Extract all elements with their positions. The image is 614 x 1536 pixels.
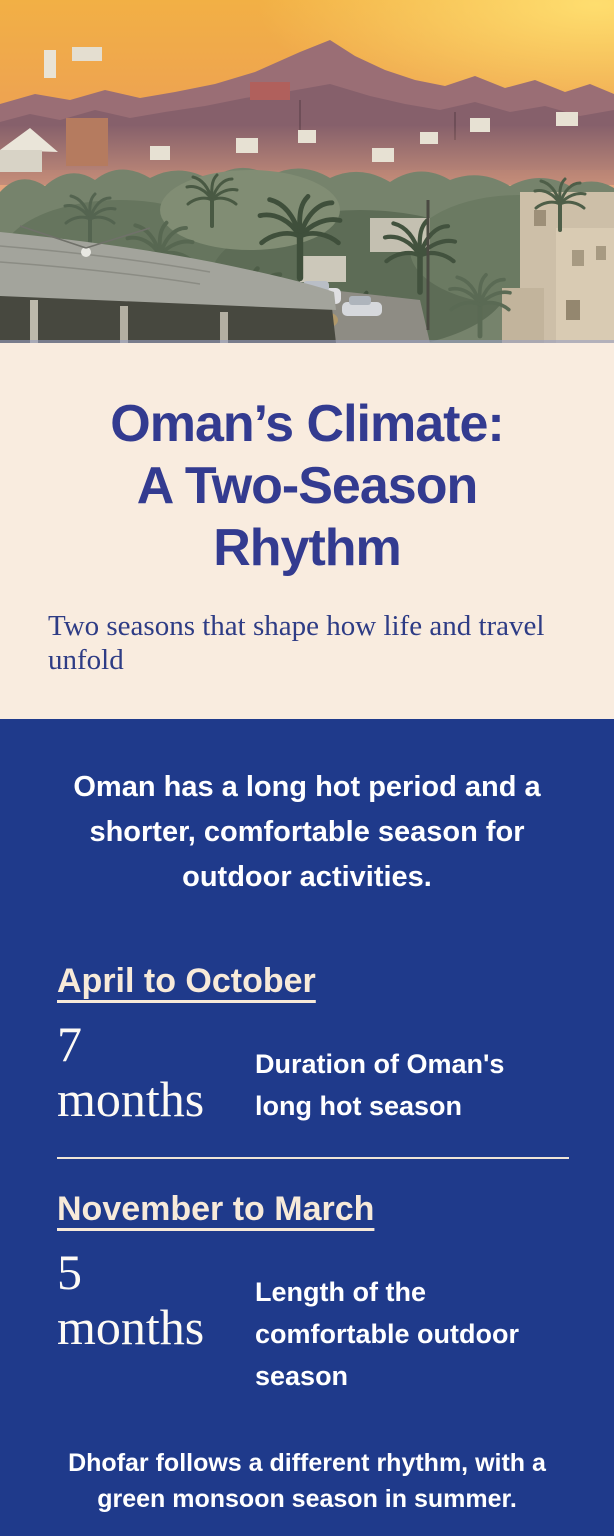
hero-photo [0,0,614,343]
stat-row-hot-season [57,1017,614,1127]
title-line-1: Oman’s Climate: [110,395,504,453]
page-title [0,393,614,579]
stat-description-comfortable-season: Length of the comfortable outdoor season [255,1277,519,1391]
page-subtitle: Two seasons that shape how life and travel unfold [48,610,545,676]
season-heading-april-october: April to October [57,962,316,1000]
intro-text: Oman has a long hot period and a shorter, comfortable season for outdoor activities. [73,771,541,893]
stat-value: 7 [57,1016,82,1072]
content-section [0,719,614,1517]
stat-row-comfortable-season [57,1245,614,1397]
dhofar-footnote: Dhofar follows a different rhythm, with a green monsoon season in summer. [68,1449,546,1513]
photo-bottom-edge [0,340,614,343]
stat-comfortable-season [57,1245,255,1397]
title-line-2: A Two-Season [136,457,478,515]
season-block-hot [57,900,614,1127]
title-section [0,343,614,719]
stat-hot-season [57,1017,255,1127]
stat-unit: months [57,1299,205,1355]
season-heading-november-march: November to March [57,1190,375,1228]
stat-description-hot-season: Duration of Oman's long hot season [255,1049,505,1121]
title-line-3: Rhythm [213,519,401,577]
stat-value: 5 [57,1244,82,1300]
stat-unit: months [57,1071,205,1127]
season-block-comfortable [57,1159,614,1397]
